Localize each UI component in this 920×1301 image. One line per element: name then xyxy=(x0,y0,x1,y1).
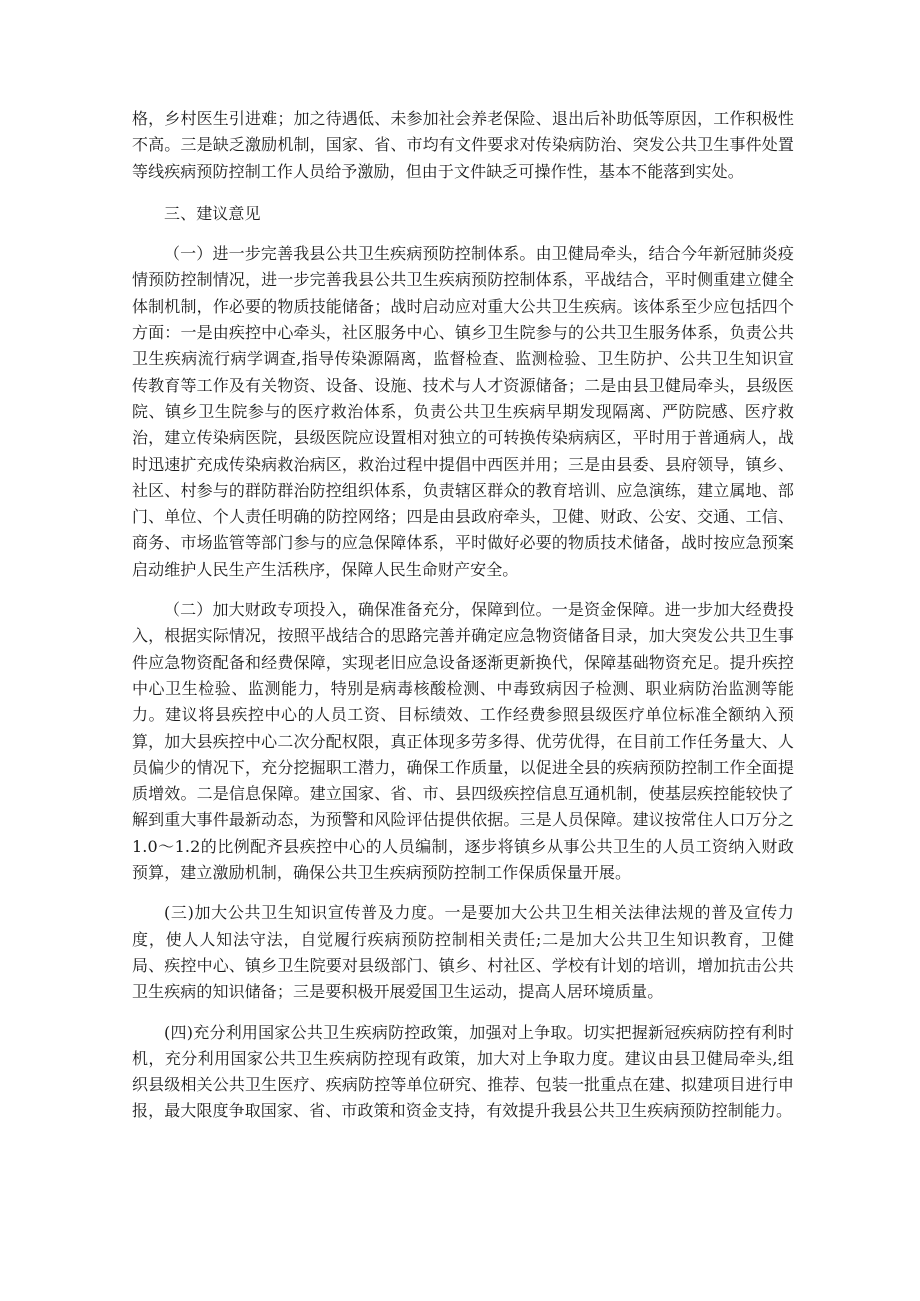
paragraph-continuation: 格，乡村医生引进难；加之待遇低、未参加社会养老保险、退出后补助低等原因，工作积极性不高。三是缺乏激励机制，国家、省、市均有文件要求对传染病防治、突发公共卫生事件处置等线疾病预防控制工作人员给予激励，但由于文件缺乏可操作性，基本不能落到实处。 xyxy=(132,109,794,181)
document-page xyxy=(132,106,794,1125)
paragraph-suggestion-3: (三)加大公共卫生知识宣传普及力度。一是要加大公共卫生相关法律法规的普及宣传力度，使人人知法守法，自觉履行疾病预防控制相关责任;二是加大公共卫生知识教育，卫健局、疾控中心、镇乡卫生院要对县级部门、镇乡、村社区、学校有计划的培训，增加抗击公共卫生疾病的知识储备；三是要积极开展爱国卫生运动，提高人居环境质量。 xyxy=(132,903,794,1002)
section-heading: 三、建议意见 xyxy=(164,203,261,223)
paragraph-suggestion-4: (四)充分利用国家公共卫生疾病防控政策，加强对上争取。切实把握新冠疾病防控有利时机，充分利用国家公共卫生疾病防控现有政策，加大对上争取力度。建议由县卫健局牵头,组织县级相关公共卫生医疗、疾病防控等单位研究、推荐、包装一批重点在建、拟建项目进行申报，最大限度争取国家、省、市政策和资金支持，有效提升我县公共卫生疾病预防控制能力。 xyxy=(132,1022,794,1121)
paragraph-suggestion-1: （一）进一步完善我县公共卫生疾病预防控制体系。由卫健局牵头，结合今年新冠肺炎疫情预防控制情况，进一步完善我县公共卫生疾病预防控制体系，平战结合，平时侧重建立健全体制机制，作必要的物质技能储备；战时启动应对重大公共卫生疾病。该体系至少应包括四个方面：一是由疾控中心牵头，社区服务中心、镇乡卫生院参与的公共卫生服务体系，负责公共卫生疾病流行病学调查,指导传染源隔离，监督检查、监测检验、卫生防护、公共卫生知识宣传教育等工作及有关物资、设备、设施、技术与人才资源储备；二是由县卫健局牵头，县级医院、镇乡卫生院参与的医疗救治体系，负责公共卫生疾病早期发现隔离、严防院感、医疗救治，建立传染病医院，县级医院应设置相对独立的可转换传染病病区，平时用于普通病人，战时迅速扩充成传染病救治病区，救治过程中提倡中西医并用；三是由县委、县府领导，镇乡、社区、村参与的群防群治防控组织体系，负责辖区群众的教育培训、应急演练，建立属地、部门、单位、个人责任明确的防控网络；四是由县政府牵头，卫健、财政、公安、交通、工信、商务、市场监管等部门参与的应急保障体系，平时做好必要的物质技术储备，战时按应急预案启动维护人民生产生活秩序，保障人民生命财产安全。 xyxy=(132,244,794,579)
paragraph-suggestion-2: （二）加大财政专项投入，确保准备充分，保障到位。一是资金保障。进一步加大经费投入，根据实际情况，按照平战结合的思路完善并确定应急物资储备目录，加大突发公共卫生事件应急物资配备和经费保障，实现老旧应急设备逐渐更新换代，保障基础物资充足。提升疾控中心卫生检验、监测能力，特别是病毒核酸检测、中毒致病因子检测、职业病防治监测等能力。建议将县疾控中心的人员工资、目标绩效、工作经费参照县级医疗单位标准全额纳入预算，加大县疾控中心二次分配权限，真正体现多劳多得、优劳优得，在目前工作任务量大、人员偏少的情况下，充分挖掘职工潜力，确保工作质量，以促进全县的疾病预防控制工作全面提质增效。二是信息保障。建立国家、省、市、县四级疾控信息互通机制，使基层疾控能较快了解到重大事件最新动态，为预警和风险评估提供依据。三是人员保障。建议按常住人口万分之1.0～1.2的比例配齐县疾控中心的人员编制，逐步将镇乡从事公共卫生的人员工资纳入财政预算，建立激励机制，确保公共卫生疾病预防控制工作保质保量开展。 xyxy=(132,600,794,883)
